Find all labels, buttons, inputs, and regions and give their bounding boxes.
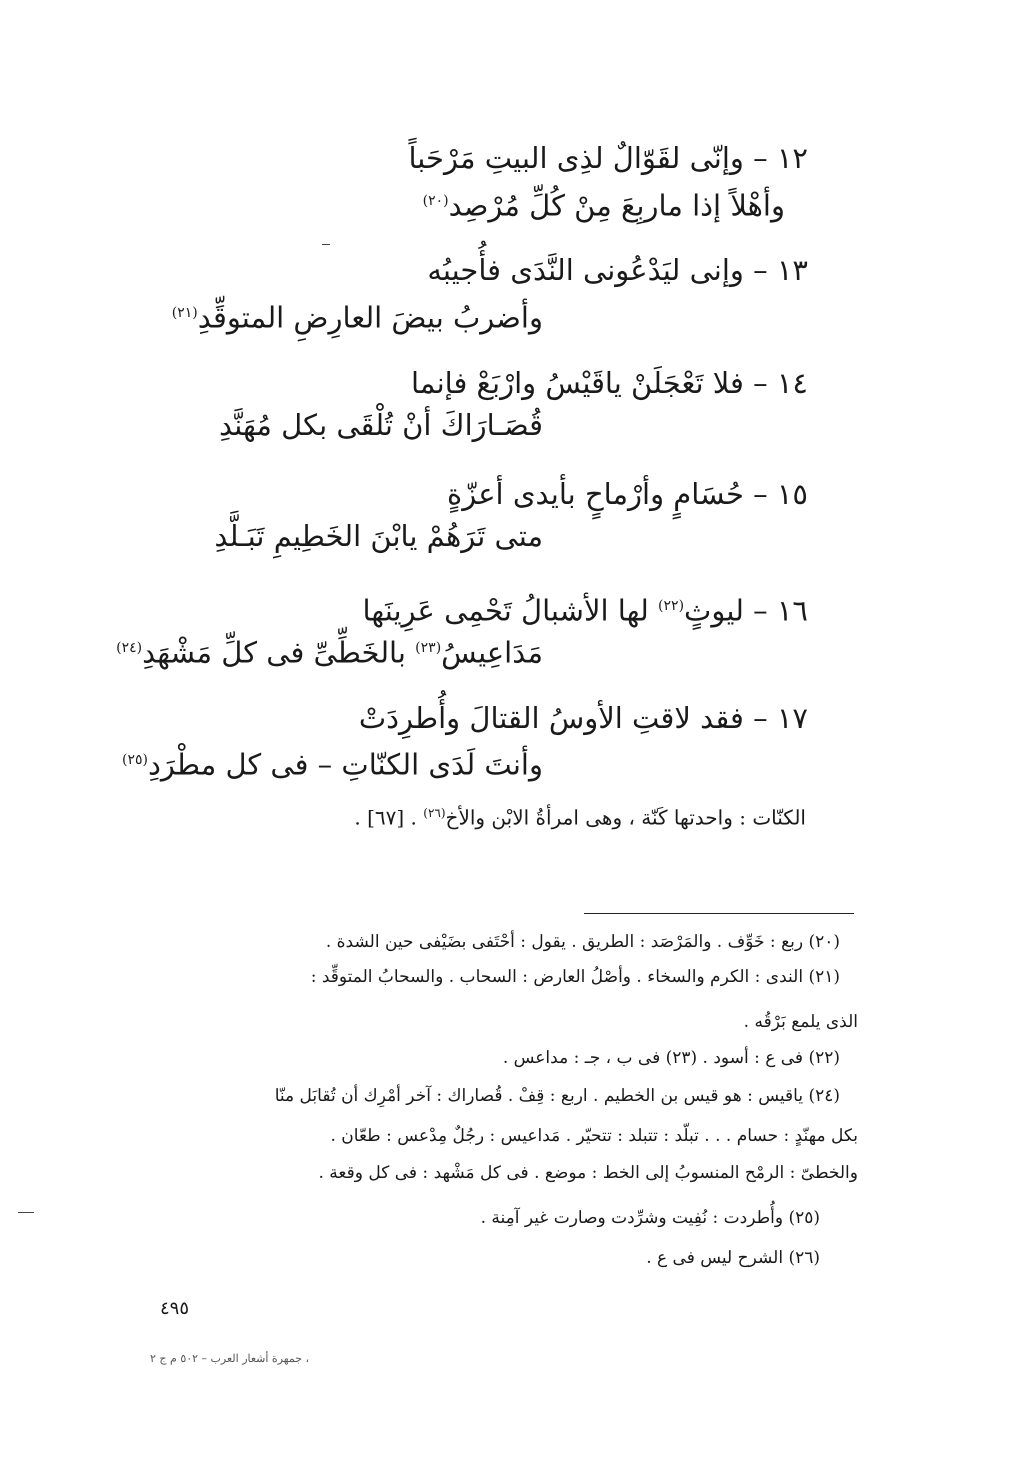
verse-14-first-hemistich	[411, 365, 808, 401]
footnote-24-continued: بكل مهنّدٍ : حسام . . . تبلّد : تتبلد : تتحيّر . مَداعيس : رجُلٌ مِدْعس : طعّان .	[330, 1126, 858, 1146]
verse-15-second-hemistich	[214, 518, 543, 554]
hemistich-text: وإنى ليَدْعُونى النَّدَى فأُجيبُه	[427, 253, 744, 287]
verse-number: ١٥ –	[753, 477, 808, 511]
footnote-24: (٢٤) ياقيس : هو قيس بن الخطيم . اربع : قِفْ . قُصاراك : آخر أمْرِك أن تُقابَل منّا	[274, 1086, 840, 1106]
verse-number: ١٢ –	[753, 141, 808, 175]
verse-12-first-hemistich	[408, 140, 808, 176]
footnote-ref: (٢٤)	[116, 640, 143, 656]
hemistich-text: فقد لاقتِ الأوسُ القتالَ وأُطرِدَتْ	[358, 701, 744, 735]
verse-17-second-hemistich	[122, 742, 543, 783]
footnote-20: (٢٠) ربع : خَوِّف . والمَرْصَد : الطريق . يقول : أحْتَفى بضَيْفى حين الشدة .	[325, 932, 840, 952]
footnote-ref: (٢٥)	[122, 752, 148, 768]
gloss-reference: . [٦٧] .	[354, 805, 417, 830]
footnote-ref: (٢١)	[171, 305, 198, 321]
footer-signature: ، جمهرة أشعار العرب – ٥٠٢ م ج ٢	[150, 1352, 310, 1365]
hemistich-text: وإنّى لقَوّالٌ لذِى البيتِ مَرْحَباً	[408, 141, 744, 175]
hemistich-text: بالخَطِّىِّ فى كلِّ مَشْهَدِ	[142, 635, 406, 670]
hemistich-text: متى تَرَهُمْ يابْنَ الخَطِيمِ تَبَـلَّدِ	[214, 519, 543, 553]
footnote-ref: (٢٣)	[415, 640, 442, 656]
footnote-21-continued: الذى يلمع بَرْقُه .	[743, 1012, 858, 1032]
footnote-24-continued-2: والخطىّ : الرمْح المنسوبُ إلى الخط : موضع . فى كل مَشْهد : فى كل وقعة .	[318, 1163, 858, 1183]
hemistich-text: وأهْلاً إذا ماربِعَ مِنْ كُلِّ مُرْصِد	[448, 188, 785, 223]
verse-13-second-hemistich	[172, 295, 543, 336]
hemistich-text: وأنتَ لَدَى الكنّاتِ – فى كل مطْرَدِ	[147, 747, 543, 782]
hemistich-text: وأضربُ بيضَ العارِضِ المتوقِّدِ	[197, 300, 543, 335]
verse-15-first-hemistich	[447, 476, 808, 512]
verse-12-second-hemistich	[423, 183, 785, 224]
hemistich-text: مَدَاعِيسُ	[441, 635, 543, 670]
scan-mark	[322, 244, 330, 245]
verse-number: ١٦ –	[753, 593, 808, 628]
hemistich-text: لها الأشبالُ تَحْمِى عَرِينَها	[362, 593, 649, 628]
footnote-26: (٢٦) الشرح ليس فى ع .	[646, 1248, 820, 1268]
footnote-separator	[584, 913, 854, 914]
verse-17-first-hemistich	[359, 700, 808, 736]
footnote-ref: (٢٢)	[658, 598, 685, 614]
verse-number: ١٤ –	[753, 366, 808, 400]
footnote-22-23: (٢٢) فى ع : أسود . (٢٣) فى ب ، جـ : مداعس .	[502, 1048, 840, 1068]
hemistich-text: قُصَـارَاكَ أنْ تُلْقَى بكل مُهَنَّدِ	[219, 408, 543, 442]
verse-number: ١٣ –	[753, 253, 808, 287]
hemistich-text: ليوثٍ	[684, 593, 744, 628]
page-number: ٤٩٥	[160, 1298, 190, 1319]
verse-13-first-hemistich	[427, 252, 808, 288]
hemistich-text: حُسَامٍ وأرْماحٍ بأيدى أعزّةٍ	[447, 477, 744, 511]
footnote-ref: (٢٠)	[422, 193, 449, 209]
hemistich-text: فلا تَعْجَلَنْ ياقَيْسُ وارْبَعْ فإنما	[410, 366, 744, 400]
footnote-21: (٢١) الندى : الكرم والسخاء . وأصْلُ العارض : السحاب . والسحابُ المتوقِّد :	[310, 967, 840, 987]
gloss-line	[354, 800, 806, 831]
verse-16-second-hemistich	[116, 630, 543, 671]
verse-16-first-hemistich	[363, 588, 808, 629]
gloss-text: الكنّات : واحدتها كَنّة ، وهى امرأةُ الابْن والأخ	[445, 805, 806, 830]
scan-mark	[18, 1212, 34, 1213]
verse-number: ١٧ –	[753, 701, 808, 735]
verse-14-second-hemistich	[219, 407, 543, 443]
footnote-25: (٢٥) وأُطردت : نُفِيت وشرِّدت وصارت غير آمِنة .	[480, 1208, 820, 1228]
footnote-ref: (٢٦)	[423, 806, 446, 820]
